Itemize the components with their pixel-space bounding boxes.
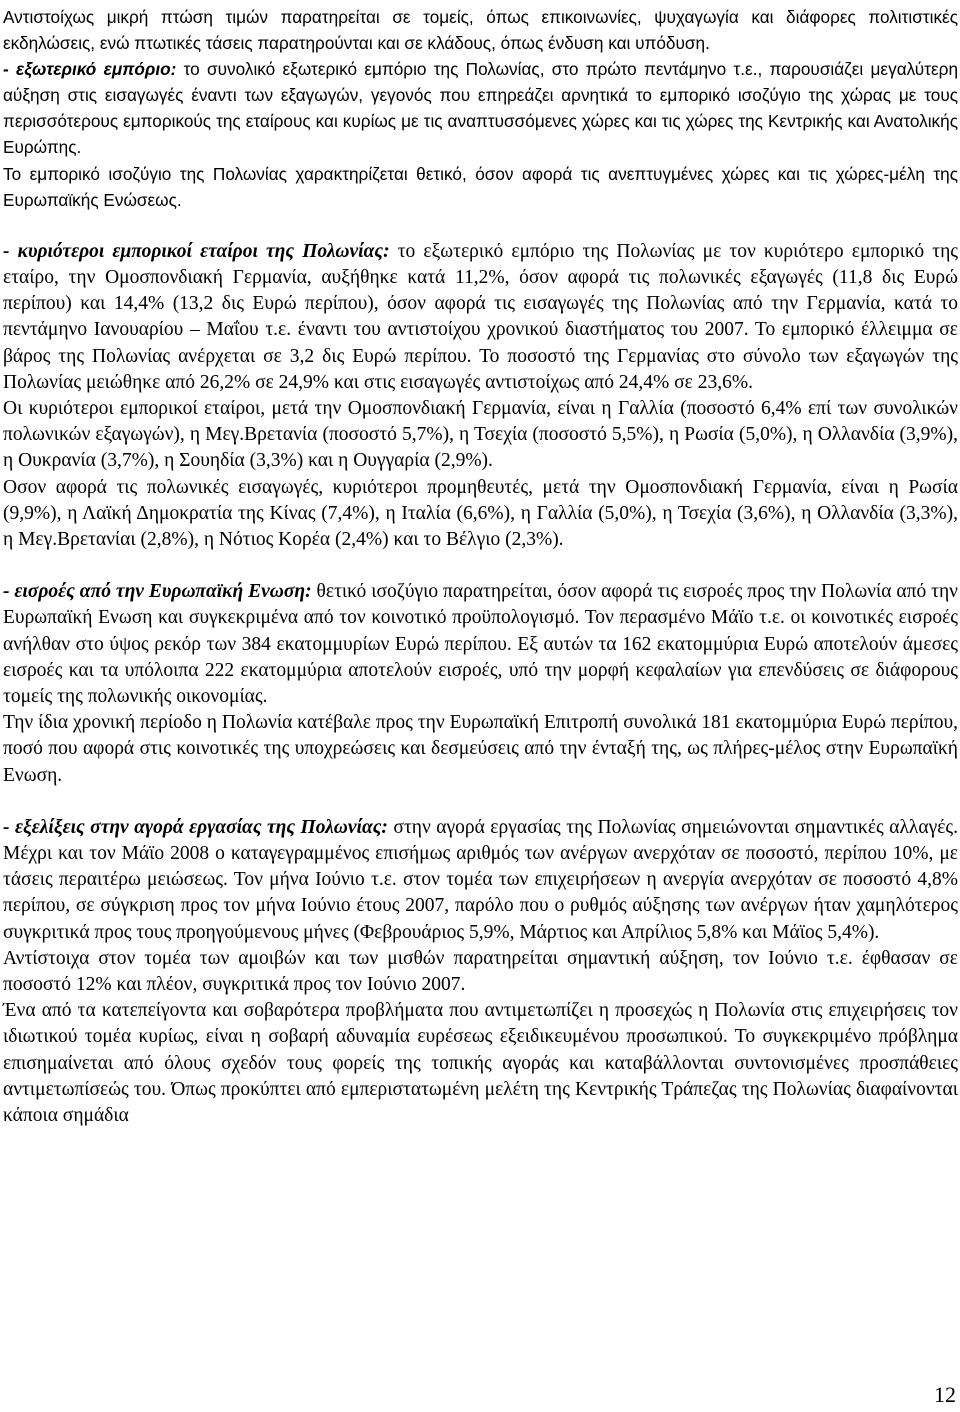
- trade-partners-paragraph-3: Οσον αφορά τις πολωνικές εισαγωγές, κυριότεροι προμηθευτές, μετά την Ομοσπονδιακή Γερμανία, είναι η Ρωσία (9,9%), η Λαϊκή Δημοκρατία της Κίνας (7,4%), η Ιταλία (6,6%), η Γαλλία (5,0%), η Τσεχία (3,6%), η Ολλανδία (3,3%), η Μεγ.Βρετανίαι (2,8%), η Νότιος Κορέα (2,4%) και το Βέλγιο (2,3%).: [3, 476, 958, 550]
- eu-inflows-paragraph-1: [3, 579, 958, 710]
- labor-market-paragraph-2: Αντίστοιχα στον τομέα των αμοιβών και των μισθών παρατηρείται σημαντική αύξηση, τον Ιούνιο τ.ε. έφθασαν σε ποσοστό 12% και πλέον, συγκριτικά προς τον Ιούνιο 2007.: [3, 947, 958, 996]
- page-number: 12: [934, 1382, 956, 1407]
- eu-inflows-heading: - εισροές από την Ευρωπαϊκή Ενωση:: [3, 581, 312, 603]
- foreign-trade-paragraph-1-body: το συνολικό εξωτερικό εμπόριο της Πολωνίας, στο πρώτο πεντάμηνο τ.ε., παρουσιάζει μεγαλύτερη αύξηση στις εισαγωγές έναντι των εξαγωγών, γεγονός που επηρεάζει αρνητικά το εμπορικό ισοζύγιο της χώρας με τους περισσότερους εμπορικούς της εταίρους και κυρίως με τις αναπτυσσόμενες χώρες και τις χώρες της Κεντρικής και Ανατολικής Ευρώπης.: [3, 59, 958, 158]
- eu-inflows-section: [3, 579, 958, 789]
- foreign-trade-paragraph-1: [3, 56, 958, 160]
- trade-partners-heading: - κυριότεροι εμπορικοί εταίροι της Πολωνίας:: [3, 240, 390, 262]
- intro-section: [3, 4, 958, 56]
- trade-partners-paragraph-1: [3, 239, 958, 396]
- foreign-trade-heading: - εξωτερικό εμπόριο:: [3, 59, 177, 80]
- trade-partners-paragraph-2: Οι κυριότεροι εμπορικοί εταίροι, μετά την Ομοσπονδιακή Γερμανία, είναι η Γαλλία (ποσοστό 6,4% επί των συνολικών πολωνικών εξαγωγών), η Μεγ.Βρετανία (ποσοστό 5,7%), η Τσεχία (ποσοστό 5,5%), η Ρωσία (5,0%), η Ολλανδία (3,9%), η Ουκρανία (3,7%), η Σουηδία (3,3%) και η Ουγγαρία (2,9%).: [3, 397, 958, 472]
- labor-market-paragraph-3: Ένα από τα κατεπείγοντα και σοβαρότερα προβλήματα που αντιμετωπίζει η προσεχώς η Πολωνία στις επιχειρήσεις τον ιδιωτικού τομέα κυρίως, είναι η σοβαρή αδυναμία ευρέσεως εξειδικευμένου προσωπικού. Το συγκεκριμένο πρόβλημα επισημαίνεται από όλους σχεδόν τους φορείς της τοπικής αγοράς και καταβάλλονται συντονισμένες προσπάθειες αντιμετωπίσεώς του. Όπως προκύπτει από εμπεριστατωμένη μελέτη της Κεντρικής Τράπεζας της Πολωνίας διαφαίνονται κάποια σημάδια: [3, 1000, 958, 1127]
- eu-inflows-paragraph-1-body: θετικό ισοζύγιο παρατηρείται, όσον αφορά τις εισροές προς την Πολωνία από την Ευρωπαϊκή Ενωση και συγκεκριμένα από τον κοινοτικό προϋπολογισμό. Τον περασμένο Μάϊο τ.ε. οι κοινοτικές εισροές ανήλθαν στο ύψος ρεκόρ των 384 εκατομμυρίων Ευρώ περίπου. Εξ αυτών τα 162 εκατομμύρια Ευρώ αποτελούν άμεσες εισροές και τα υπόλοιπα 222 εκατομμύρια αποτελούν εισροές, υπό την μορφή κεφαλαίων για επενδύσεις σε διάφορους τομείς της πολωνικής οικονομίας.: [3, 581, 958, 707]
- trade-partners-section: [3, 239, 958, 553]
- intro-paragraph: Αντιστοίχως μικρή πτώση τιμών παρατηρείται σε τομείς, όπως επικοινωνίες, ψυχαγωγία και διάφορες πολιτιστικές εκδηλώσεις, ενώ πτωτικές τάσεις παρατηρούνται και σε κλάδους, όπως ένδυση και υπόδυση.: [3, 7, 958, 54]
- foreign-trade-section: [3, 56, 958, 213]
- labor-market-paragraph-1: [3, 815, 958, 946]
- eu-inflows-paragraph-2: Την ίδια χρονική περίοδο η Πολωνία κατέβαλε προς την Ευρωπαϊκή Επιτροπή συνολικά 181 εκατομμύρια Ευρώ περίπου, ποσό που αφορά στις κοινοτικές της υποχρεώσεις και δεσμεύσεις από την ένταξή της, ως πλήρες-μέλος στην Ευρωπαϊκή Ενωση.: [3, 712, 958, 786]
- labor-market-heading: - εξελίξεις στην αγορά εργασίας της Πολωνίας:: [3, 816, 388, 838]
- labor-market-section: [3, 815, 958, 1129]
- trade-partners-paragraph-1-body: το εξωτερικό εμπόριο της Πολωνίας με τον κυριότερο εμπορικό της εταίρο, την Ομοσπονδιακή Γερμανία, αυξήθηκε κατά 11,2%, όσον αφορά τις πολωνικές εξαγωγές (11,8 δις Ευρώ περίπου) και 14,4% (13,2 δις Ευρώ περίπου), όσον αφορά τις εισαγωγές της Πολωνίας από την Γερμανία, κατά το πεντάμηνο Ιανουαρίου – Μαΐου τ.ε. έναντι του αντιστοίχου χρονικού διαστήματος του 2007. Το εμπορικό έλλειμμα σε βάρος της Πολωνίας ανέρχεται σε 3,2 δις Ευρώ περίπου. Το ποσοστό της Γερμανίας στο σύνολο των εξαγωγών της Πολωνίας μειώθηκε από 26,2% σε 24,9% και στις εισαγωγές αντιστοίχως από 24,4% σε 23,6%.: [3, 240, 958, 393]
- labor-market-paragraph-1-body: στην αγορά εργασίας της Πολωνίας σημειώνονται σημαντικές αλλαγές. Μέχρι και τον Μάϊο 2008 ο καταγεγραμμένος επισήμως αριθμός των ανέργων ανερχόταν σε ποσοστό, περίπου 10%, με τάσεις περαιτέρω μειώσεως. Τον μήνα Ιούνιο τ.ε. στον τομέα των επιχειρήσεων η ανεργία ανερχόταν σε ποσοστό 4,8% περίπου, σε σύγκριση προς τον μήνα Ιούνιο έτους 2007, παρόλο που ο ρυθμός αύξησης των ανέργων ήταν χαμηλότερος συγκριτικά προς τους προηγούμενους μήνες (Φεβρουάριος 5,9%, Μάρτιος και Απρίλιος 5,8% και Μάϊος 5,4%).: [3, 816, 958, 943]
- foreign-trade-paragraph-2: Το εμπορικό ισοζύγιο της Πολωνίας χαρακτηρίζεται θετικό, όσον αφορά τις ανεπτυγμένες χώρες και τις χώρες-μέλη της Ευρωπαϊκής Ενώσεως.: [3, 163, 958, 210]
